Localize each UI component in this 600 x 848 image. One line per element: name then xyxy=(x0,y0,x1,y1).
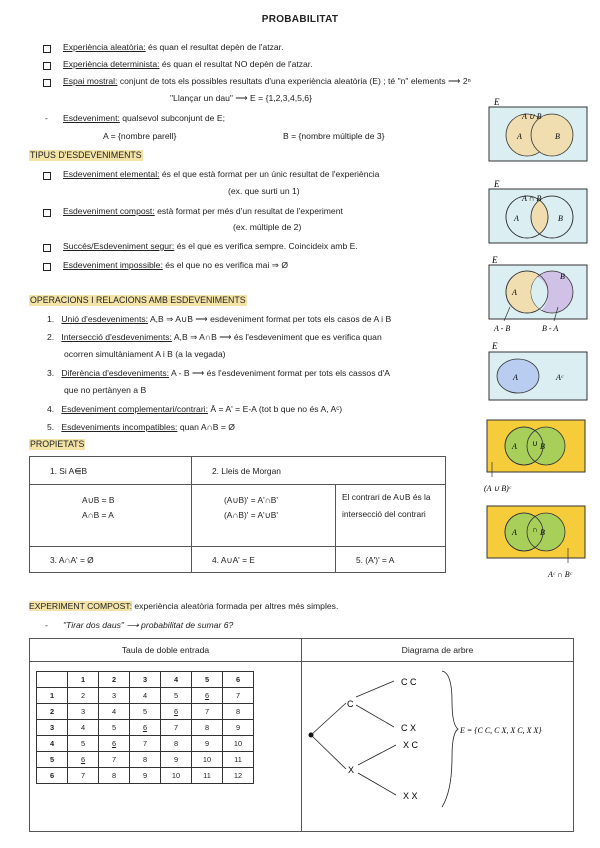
checkbox-icon xyxy=(43,244,51,252)
checkbox-icon xyxy=(43,79,51,87)
table-cell: 10 xyxy=(223,736,254,752)
table-cell: 4 xyxy=(99,704,130,720)
svg-text:E: E xyxy=(494,97,500,107)
prop-cell: 3. A∩A' = Ø xyxy=(30,547,192,573)
prop-cell: 2. Lleis de Morgan xyxy=(192,457,446,485)
section-tipus: TIPUS D'ESDEVENIMENTS xyxy=(30,150,142,160)
table-cell: 12 xyxy=(223,768,254,784)
svg-text:E: E xyxy=(492,255,498,265)
table-cell: 6 xyxy=(37,768,68,784)
table-row xyxy=(37,752,254,768)
double-entry-table xyxy=(36,671,254,784)
table-cell: 11 xyxy=(192,768,223,784)
svg-text:A: A xyxy=(513,373,518,382)
table-cell: 3 xyxy=(37,720,68,736)
tipus-elemental: Esdeveniment elemental: és el que està format per un únic resultat de l'experiència xyxy=(63,169,380,179)
table-cell: 6 xyxy=(68,752,99,768)
op-2-cont: ocorren simultàniament A i B (a la vegada) xyxy=(64,349,226,359)
checkbox-icon xyxy=(43,62,51,70)
table-cell: 4 xyxy=(161,672,192,688)
table-row xyxy=(37,720,254,736)
prop-cell: El contrari de A∪B és la intersecció del contrari xyxy=(336,485,446,547)
svg-text:B: B xyxy=(555,132,560,141)
table-row xyxy=(37,768,254,784)
table-cell: 8 xyxy=(161,736,192,752)
svg-text:B: B xyxy=(558,214,563,223)
tree-title: Diagrama de arbre xyxy=(302,639,573,662)
venn-intersection-complement xyxy=(482,503,592,585)
venn-complement xyxy=(484,340,590,404)
elemental-ex: (ex. que surti un 1) xyxy=(228,186,300,196)
tree-l2: C C xyxy=(401,677,417,687)
table-cell: 7 xyxy=(223,688,254,704)
esdev-b: B = {nombre múltiple de 3} xyxy=(283,131,385,141)
svg-text:∩: ∩ xyxy=(532,525,538,534)
dash: - xyxy=(45,113,48,123)
table-cell: 7 xyxy=(130,736,161,752)
table-cell: 2 xyxy=(68,688,99,704)
esdev-a: A = {nombre parell} xyxy=(103,131,177,141)
svg-text:A: A xyxy=(512,442,517,451)
table-cell: 10 xyxy=(192,752,223,768)
def-espai: Espai mostral: conjunt de tots els possibles resultats d'una experiència aleatòria (E) ; té "n" elements ⟶ 2ⁿ xyxy=(63,76,471,86)
def-determinista: Experiència determinista: és quan el resultat NO depèn de l'atzar. xyxy=(63,59,313,69)
checkbox-icon xyxy=(43,172,51,180)
op-2: 2. Intersecció d'esdeveniments: A,B ⇒ A∩B ⟶ és l'esdeveniment que es verifica quan xyxy=(47,332,382,342)
table-cell: 4 xyxy=(130,688,161,704)
section-operacions: OPERACIONS I RELACIONS AMB ESDEVENIMENTS xyxy=(30,295,246,305)
table-cell xyxy=(37,672,68,688)
table-cell: 10 xyxy=(161,768,192,784)
table-cell: 4 xyxy=(68,720,99,736)
tree-l1: X xyxy=(348,765,355,775)
svg-text:B - A: B - A xyxy=(542,324,559,333)
table-row xyxy=(37,672,254,688)
table-cell: 1 xyxy=(68,672,99,688)
checkbox-icon xyxy=(43,45,51,53)
section-propietats: PROPIETATS xyxy=(30,439,85,449)
table-cell: 9 xyxy=(130,768,161,784)
table-cell: 5 xyxy=(130,704,161,720)
table-row xyxy=(37,688,254,704)
dash: - xyxy=(45,620,48,630)
table-cell: 5 xyxy=(68,736,99,752)
tipus-compost: Esdeveniment compost: està format per més d'un resultat de l'experiment xyxy=(63,206,343,216)
op-5: 5. Esdeveniments incompatibles: quan A∩B = Ø xyxy=(47,422,235,432)
table-cell: 4 xyxy=(37,736,68,752)
prop-cell: 4. A∪A' = E xyxy=(192,547,336,573)
experiment-line: EXPERIMENT COMPOST: experiència aleatòria formada per altres més simples. xyxy=(29,601,339,611)
table-cell: 8 xyxy=(130,752,161,768)
table-row xyxy=(37,736,254,752)
checkbox-icon xyxy=(43,263,51,271)
tree-l2: X X xyxy=(403,791,418,801)
def-esdeveniment: Esdeveniment: qualsevol subconjunt de E; xyxy=(63,113,225,123)
table-cell: 5 xyxy=(99,720,130,736)
tree-l1: C xyxy=(347,699,354,709)
tree-l2: X C xyxy=(403,740,419,750)
def-aleatoria: Experiència aleatòria: és quan el resultat depèn de l'atzar. xyxy=(63,42,284,52)
prop-cell: (A∪B)' = A'∩B' (A∩B)' = A'∪B' xyxy=(192,485,336,547)
table-cell: 6 xyxy=(192,688,223,704)
table-cell: 7 xyxy=(192,704,223,720)
table-cell: 6 xyxy=(99,736,130,752)
svg-text:B: B xyxy=(560,272,565,281)
venn-union xyxy=(484,95,590,165)
svg-text:(A ∪ B)ᶜ: (A ∪ B)ᶜ xyxy=(484,484,511,493)
svg-text:B: B xyxy=(540,442,545,451)
tipus-impossible: Esdeveniment impossible: és el que no es verifica mai ⇒ Ø xyxy=(63,260,289,270)
svg-text:∪: ∪ xyxy=(532,439,538,448)
svg-text:A: A xyxy=(512,288,517,297)
table-cell: 6 xyxy=(130,720,161,736)
prop-cell: 5. (A')' = A xyxy=(336,547,446,573)
prop-cell: 1. Si A⋹B xyxy=(30,457,192,485)
compost-ex: (ex. múltiple de 2) xyxy=(233,222,302,232)
svg-text:E: E xyxy=(494,179,500,189)
table-cell: 5 xyxy=(161,688,192,704)
svg-text:A: A xyxy=(512,528,517,537)
table-cell: 8 xyxy=(99,768,130,784)
svg-text:E: E xyxy=(492,341,498,351)
propietats-table xyxy=(29,456,446,573)
table-cell: 3 xyxy=(68,704,99,720)
table-cell: 11 xyxy=(223,752,254,768)
op-1: 1. Unió d'esdeveniments: A,B ⇒ A∪B ⟶ esdeveniment format per tots els casos de A i B xyxy=(47,314,392,324)
table-cell: 9 xyxy=(223,720,254,736)
svg-text:B: B xyxy=(540,528,545,537)
prop-cell: A∪B = B A∩B = A xyxy=(30,485,192,547)
table-cell: 1 xyxy=(37,688,68,704)
svg-text:A ∪ B: A ∪ B xyxy=(522,112,542,121)
svg-text:A: A xyxy=(514,214,519,223)
table-cell: 6 xyxy=(223,672,254,688)
checkbox-icon xyxy=(43,209,51,217)
tree-result: E = {C C, C X, X C, X X} xyxy=(460,726,542,735)
tipus-segur: Succés/Esdeveniment segur: és el que es verifica sempre. Coincideix amb E. xyxy=(63,241,358,251)
venn-difference xyxy=(484,255,590,337)
svg-text:A ∩ B: A ∩ B xyxy=(522,194,542,203)
svg-text:Aᶜ: Aᶜ xyxy=(556,373,563,382)
experiment-example: "Tirar dos daus" ⟶ probabilitat de sumar 6? xyxy=(63,620,234,630)
svg-text:A - B: A - B xyxy=(494,324,511,333)
table-cell: 6 xyxy=(161,704,192,720)
venn-union-complement xyxy=(482,417,592,499)
table-cell: 2 xyxy=(99,672,130,688)
table-cell: 8 xyxy=(192,720,223,736)
table-cell: 9 xyxy=(161,752,192,768)
table-cell: 7 xyxy=(68,768,99,784)
experiment-box xyxy=(29,638,574,832)
page-title: PROBABILITAT xyxy=(261,14,339,25)
tree-l2: C X xyxy=(401,723,417,733)
op-3-cont: que no pertànyen a B xyxy=(64,385,147,395)
table-cell: 2 xyxy=(37,704,68,720)
table-cell: 7 xyxy=(161,720,192,736)
table-cell: 8 xyxy=(223,704,254,720)
espai-example: "Llançar un dau" ⟶ E = {1,2,3,4,5,6} xyxy=(170,93,312,103)
table-row xyxy=(37,704,254,720)
table-cell: 5 xyxy=(192,672,223,688)
op-4: 4. Esdeveniment complementari/contrari: Ā = A' = E-A (tot b que no és A, Aᶜ) xyxy=(47,404,343,414)
op-3: 3. Diferència d'esdeveniments: A - B ⟶ és l'esdeveniment format per tots els cassos d'A xyxy=(47,368,391,378)
tree-diagram xyxy=(302,661,573,831)
venn-intersection xyxy=(484,177,590,247)
table-title: Taula de doble entrada xyxy=(30,639,302,662)
svg-text:Aᶜ ∩ Bᶜ: Aᶜ ∩ Bᶜ xyxy=(548,570,572,579)
table-cell: 3 xyxy=(130,672,161,688)
table-cell: 5 xyxy=(37,752,68,768)
svg-text:A: A xyxy=(517,132,522,141)
table-cell: 3 xyxy=(99,688,130,704)
table-cell: 9 xyxy=(192,736,223,752)
table-cell: 7 xyxy=(99,752,130,768)
